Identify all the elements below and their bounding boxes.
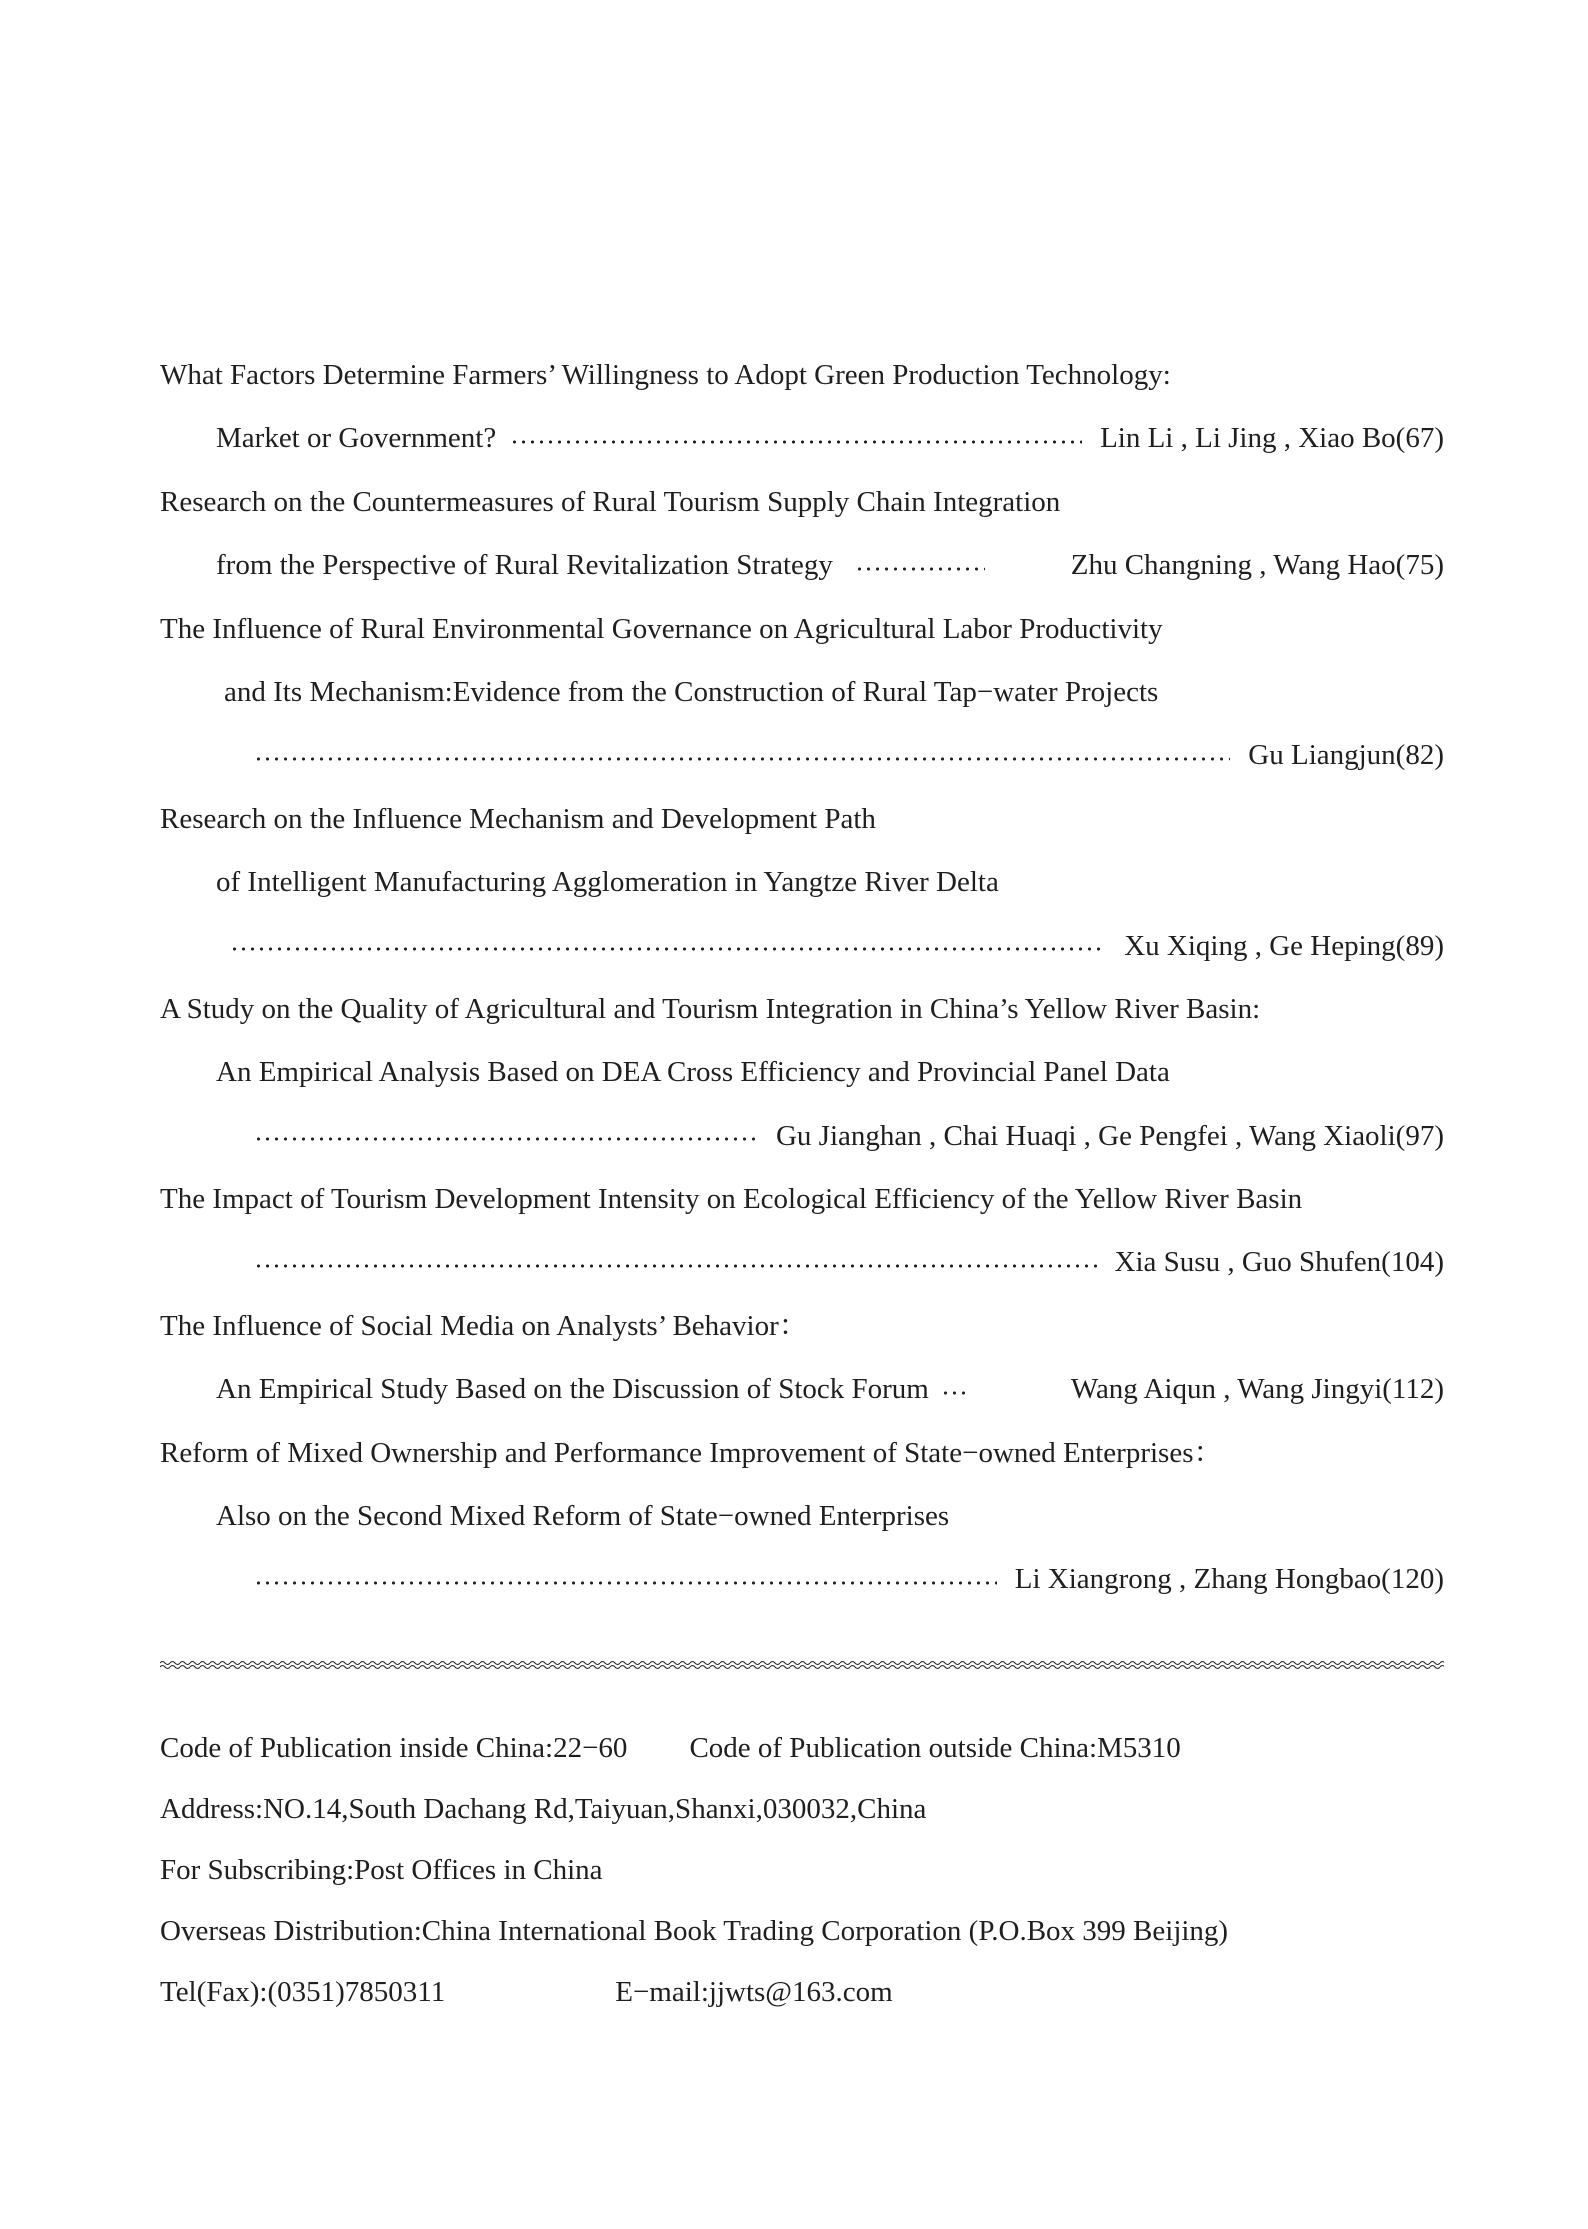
toc-entry-row [160, 1105, 1444, 1168]
dot-leader [510, 440, 1082, 444]
toc-title-line: Reform of Mixed Ownership and Performance Improvement of State−owned Enterprises： [160, 1436, 1223, 1469]
toc-authors: Lin Li , Li Jing , Xiao Bo(67) [1100, 422, 1444, 455]
toc-title-line: and Its Mechanism:Evidence from the Construction of Rural Tap−water Projects [224, 675, 1159, 708]
table-of-contents [160, 344, 1444, 1612]
toc-entry-row [160, 534, 1444, 597]
toc-entry-row [160, 724, 1444, 787]
toc-title-line: What Factors Determine Farmers’ Willingness to Adopt Green Production Technology: [160, 359, 1171, 391]
dot-leader [254, 1581, 997, 1585]
code-inside-china: Code of Publication inside China:22−60 [160, 1732, 628, 1764]
toc-entry-row [160, 1548, 1444, 1611]
publication-info [160, 1718, 1444, 2023]
wavy-divider [160, 1660, 1444, 1670]
tel-fax: Tel(Fax):(0351)7850311 [160, 1976, 446, 2008]
publication-codes [160, 1718, 1444, 1779]
overseas-distribution: Overseas Distribution:China International Book Trading Corporation (P.O.Box 399 Beijing) [160, 1915, 1229, 1947]
toc-title-line: A Study on the Quality of Agricultural and Tourism Integration in China’s Yellow River Basin: [160, 992, 1261, 1025]
toc-authors: Wang Aiqun , Wang Jingyi(112) [1070, 1373, 1444, 1406]
dot-leader [254, 757, 1230, 761]
dot-leader [254, 1137, 758, 1141]
subscribing-info: For Subscribing:Post Offices in China [160, 1854, 603, 1886]
toc-entry-row [160, 1358, 1444, 1421]
toc-title-line: from the Perspective of Rural Revitalization Strategy [216, 549, 833, 582]
code-outside-china: Code of Publication outside China:M5310 [689, 1732, 1181, 1764]
toc-authors: Gu Jianghan , Chai Huaqi , Ge Pengfei , Wang Xiaoli(97) [775, 1119, 1444, 1152]
toc-title-line: Research on the Influence Mechanism and Development Path [160, 802, 876, 835]
toc-title-line: Also on the Second Mixed Reform of State−owned Enterprises [216, 1500, 950, 1533]
toc-authors: Gu Liangjun(82) [1248, 739, 1444, 772]
toc-entry-row [160, 407, 1444, 470]
toc-authors: Li Xiangrong , Zhang Hongbao(120) [1014, 1563, 1444, 1596]
toc-title-line: The Influence of Rural Environmental Governance on Agricultural Labor Productivity [160, 612, 1163, 645]
dot-leader [230, 947, 1106, 951]
toc-authors: Zhu Changning , Wang Hao(75) [1070, 549, 1444, 582]
toc-title-line: An Empirical Study Based on the Discussion of Stock Forum [216, 1373, 929, 1406]
toc-authors: Xia Susu , Guo Shufen(104) [1114, 1246, 1444, 1279]
address: Address:NO.14,South Dachang Rd,Taiyuan,Shanxi,030032,China [160, 1793, 927, 1825]
toc-authors: Xu Xiqing , Ge Heping(89) [1124, 929, 1444, 962]
email: E−mail:jjwts@163.com [615, 1976, 893, 2008]
dot-leader [254, 1264, 1097, 1268]
contact-line [160, 1962, 1444, 2023]
toc-title-line: Research on the Countermeasures of Rural Tourism Supply Chain Integration [160, 485, 1061, 518]
toc-title-line: of Intelligent Manufacturing Agglomeration in Yangtze River Delta [216, 866, 999, 899]
toc-entry-row [160, 1231, 1444, 1294]
dot-leader [941, 1391, 965, 1395]
dot-leader [855, 567, 985, 571]
toc-title-line: Market or Government? [216, 422, 497, 455]
toc-title-line: The Impact of Tourism Development Intensity on Ecological Efficiency of the Yellow River Basin [160, 1183, 1303, 1216]
toc-title-line: The Influence of Social Media on Analysts’ Behavior： [160, 1309, 808, 1342]
toc-title-line: An Empirical Analysis Based on DEA Cross Efficiency and Provincial Panel Data [216, 1056, 1170, 1089]
toc-entry-row [160, 915, 1444, 978]
